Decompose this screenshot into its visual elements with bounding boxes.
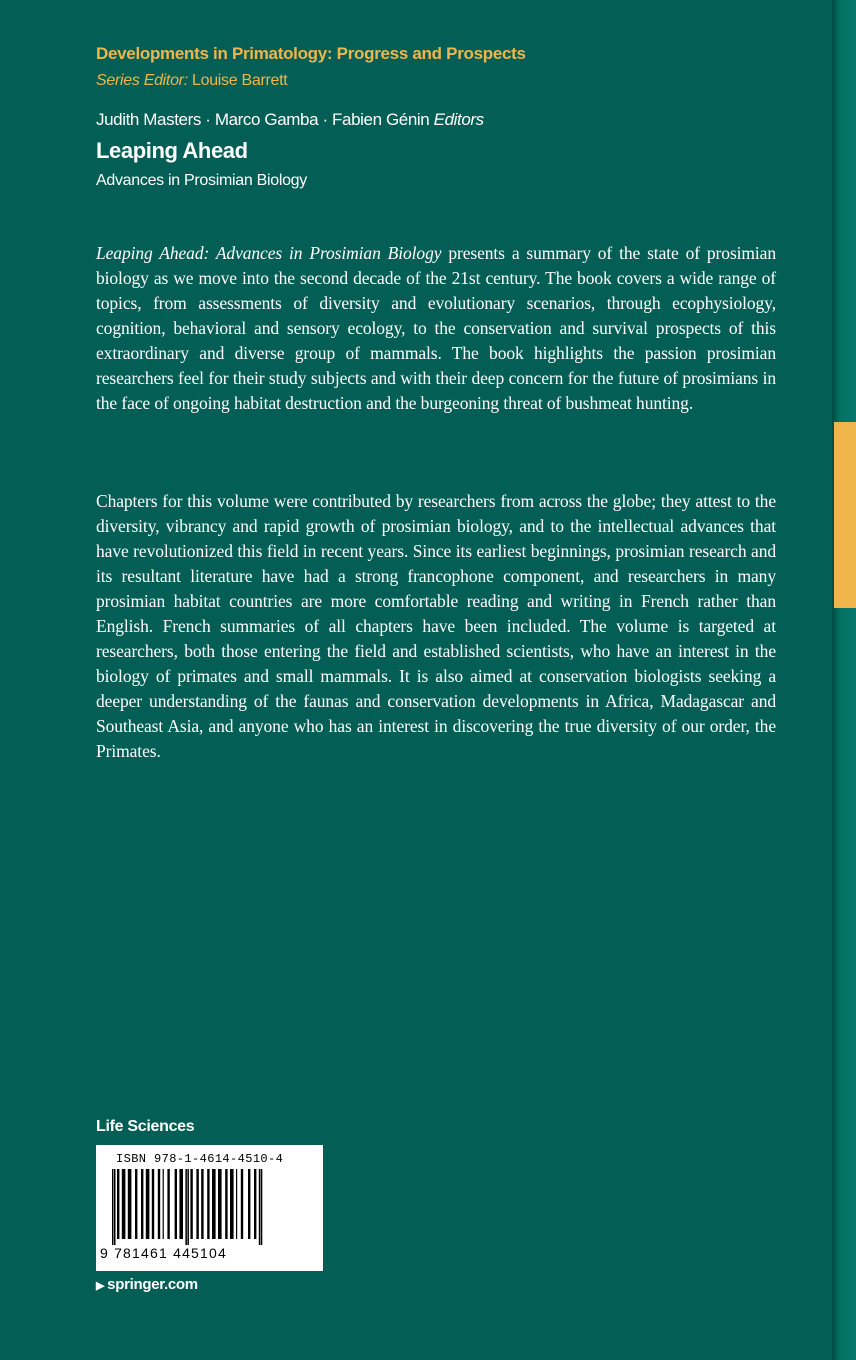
editors-role: Editors <box>433 110 484 129</box>
book-title: Leaping Ahead <box>96 138 248 163</box>
barcode-bar <box>117 1169 119 1239</box>
barcode-bar <box>236 1169 237 1239</box>
barcode-bar <box>225 1169 227 1239</box>
description-paragraph-2: Chapters for this volume were contributed by researchers from across the globe; they attest to the diversity, vibrancy and rapid growth of prosimian biology, and to the intellectual advances that have revolutionized this field in recent years. Since its earliest beginnings, prosimian research and its resultant literature have had a strong francophone component, and researchers in many prosimian habitat countries are more comfortable reading and writing in French rather than English. French summaries of all chapters have been included. The volume is targeted at researchers, both those entering the field and established scientists, who have an interest in the biology of primates and small mammals. It is also aimed at conservation biologists seeking a deeper understanding of the faunas and conservation developments in Africa, Madagascar and Southeast Asia, and anyone who has an interest in discovering the true diversity of our order, the Primates. <box>96 491 776 761</box>
publisher-link[interactable] <box>96 1276 198 1293</box>
spine-accent-band <box>834 422 856 608</box>
series-editor-name: Louise Barrett <box>192 72 288 89</box>
book-subtitle: Advances in Prosimian Biology <box>96 172 307 189</box>
publisher-url: springer.com <box>107 1276 198 1293</box>
barcode-bar <box>218 1169 222 1239</box>
barcode-guard-bar <box>187 1169 189 1245</box>
isbn-barcode <box>96 1145 323 1271</box>
description-paragraph-1-text: presents a summary of the state of prosimian biology as we move into the second decade of the 21st century. The book covers a wide range of topics, from assessments of diversity and evolutionary scenarios, through ecophysiology, cognition, behavioral and sensory ecology, to the conservation and survival prospects of this extraordinary and diverse group of mammals. The book highlights the passion prosimian researchers feel for their study subjects and with their deep concern for the future of prosimians in the face of ongoing habitat destruction and the burgeoning threat of bushmeat hunting. <box>96 243 777 413</box>
barcode-bar <box>167 1169 169 1239</box>
barcode-bar <box>146 1169 150 1239</box>
barcode-bar <box>254 1169 256 1239</box>
barcode-bar <box>175 1169 177 1239</box>
barcode-bars <box>106 1169 313 1245</box>
book-editors <box>96 110 816 130</box>
spine-edge <box>832 0 856 1360</box>
barcode-bar <box>230 1169 234 1239</box>
description-paragraph-1 <box>96 241 776 416</box>
barcode-guard-bar <box>259 1169 261 1245</box>
series-editor-label: Series Editor: <box>96 72 188 89</box>
isbn-label: ISBN 978-1-4614-4510-4 <box>116 1152 284 1166</box>
barcode-bar <box>207 1169 209 1239</box>
series-title: Developments in Primatology: Progress and Prospects <box>96 44 526 63</box>
barcode-bar <box>158 1169 160 1239</box>
barcode-bar <box>179 1169 183 1239</box>
triangle-right-icon: ▶ <box>96 1280 105 1292</box>
barcode-bar <box>135 1169 137 1239</box>
series-editor <box>96 72 816 90</box>
barcode-guard-bar <box>112 1169 114 1245</box>
description-lead-title: Leaping Ahead: Advances in Prosimian Biology <box>96 243 442 263</box>
barcode-bar <box>128 1169 132 1239</box>
ean-digits: 9 781461 445104 <box>100 1245 227 1261</box>
subject-category: Life Sciences <box>96 1118 195 1135</box>
barcode-bar <box>201 1169 203 1239</box>
barcode-bar <box>163 1169 164 1239</box>
editor-names: Judith Masters · Marco Gamba · Fabien Génin <box>96 110 430 129</box>
barcode-guard-bar <box>185 1169 187 1245</box>
barcode-bar <box>212 1169 216 1239</box>
barcode-guard-bar <box>261 1169 263 1245</box>
barcode-bar <box>152 1169 154 1239</box>
barcode-bar <box>248 1169 250 1239</box>
barcode-guard-bar <box>114 1169 116 1245</box>
barcode-bar <box>196 1169 198 1239</box>
barcode-bar <box>122 1169 126 1239</box>
barcode-bar <box>141 1169 143 1239</box>
barcode-bar <box>190 1169 192 1239</box>
barcode-bar <box>241 1169 243 1239</box>
